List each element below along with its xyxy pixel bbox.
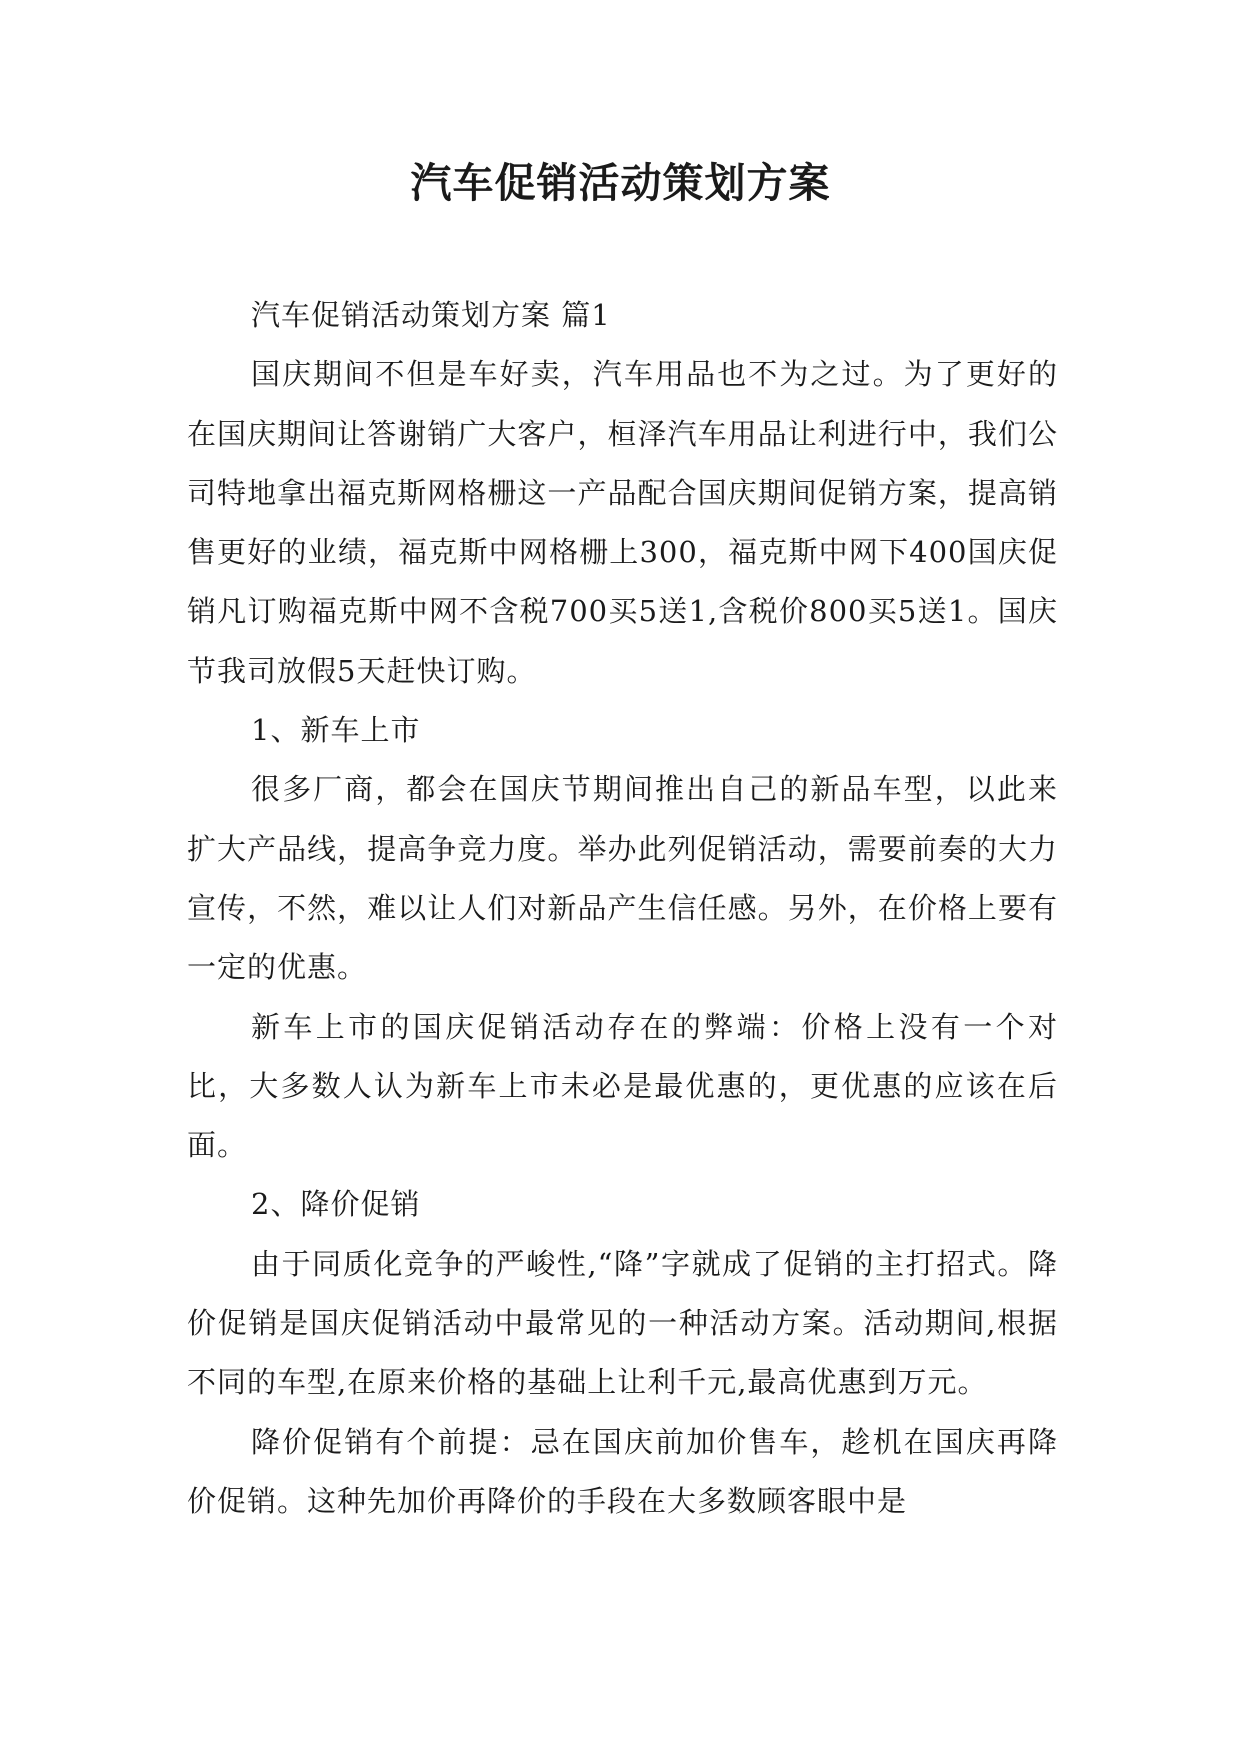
document-body: [187, 286, 1058, 1531]
section-heading: 1、新车上市: [251, 713, 421, 748]
paragraph: 国庆期间不但是车好卖，汽车用品也不为之过。为了更好的在国庆期间让答谢销广大客户，桓泽汽车用品让利进行中，我们公司特地拿出福克斯网格栅这一产品配合国庆期间促销方案，提高销售更好的业绩，福克斯中网格栅上300，福克斯中网下400国庆促销凡订购福克斯中网不含税700买5送1,含税价800买5送1。国庆节我司放假5天赶快订购。: [187, 357, 1058, 688]
paragraph: 由于同质化竞争的严峻性,“降”字就成了促销的主打招式。降价促销是国庆促销活动中最常见的一种活动方案。活动期间,根据不同的车型,在原来价格的基础上让利千元,最高优惠到万元。: [187, 1246, 1058, 1400]
section-heading: 汽车促销活动策划方案 篇1: [251, 298, 611, 332]
paragraph: 降价促销有个前提：忌在国庆前加价售车，趁机在国庆再降价促销。这种先加价再降价的手段在大多数顾客眼中是: [187, 1424, 1058, 1518]
paragraph: 很多厂商，都会在国庆节期间推出自己的新品车型，以此来扩大产品线，提高争竞力度。举办此列促销活动，需要前奏的大力宣传，不然，难以让人们对新品产生信任感。另外，在价格上要有一定的优惠。: [187, 772, 1058, 985]
paragraph: 新车上市的国庆促销活动存在的弊端：价格上没有一个对比，大多数人认为新车上市未必是最优惠的，更优惠的应该在后面。: [187, 1009, 1058, 1163]
document-title: 汽车促销活动策划方案: [410, 159, 831, 207]
section-heading: 2、降价促销: [251, 1187, 421, 1222]
